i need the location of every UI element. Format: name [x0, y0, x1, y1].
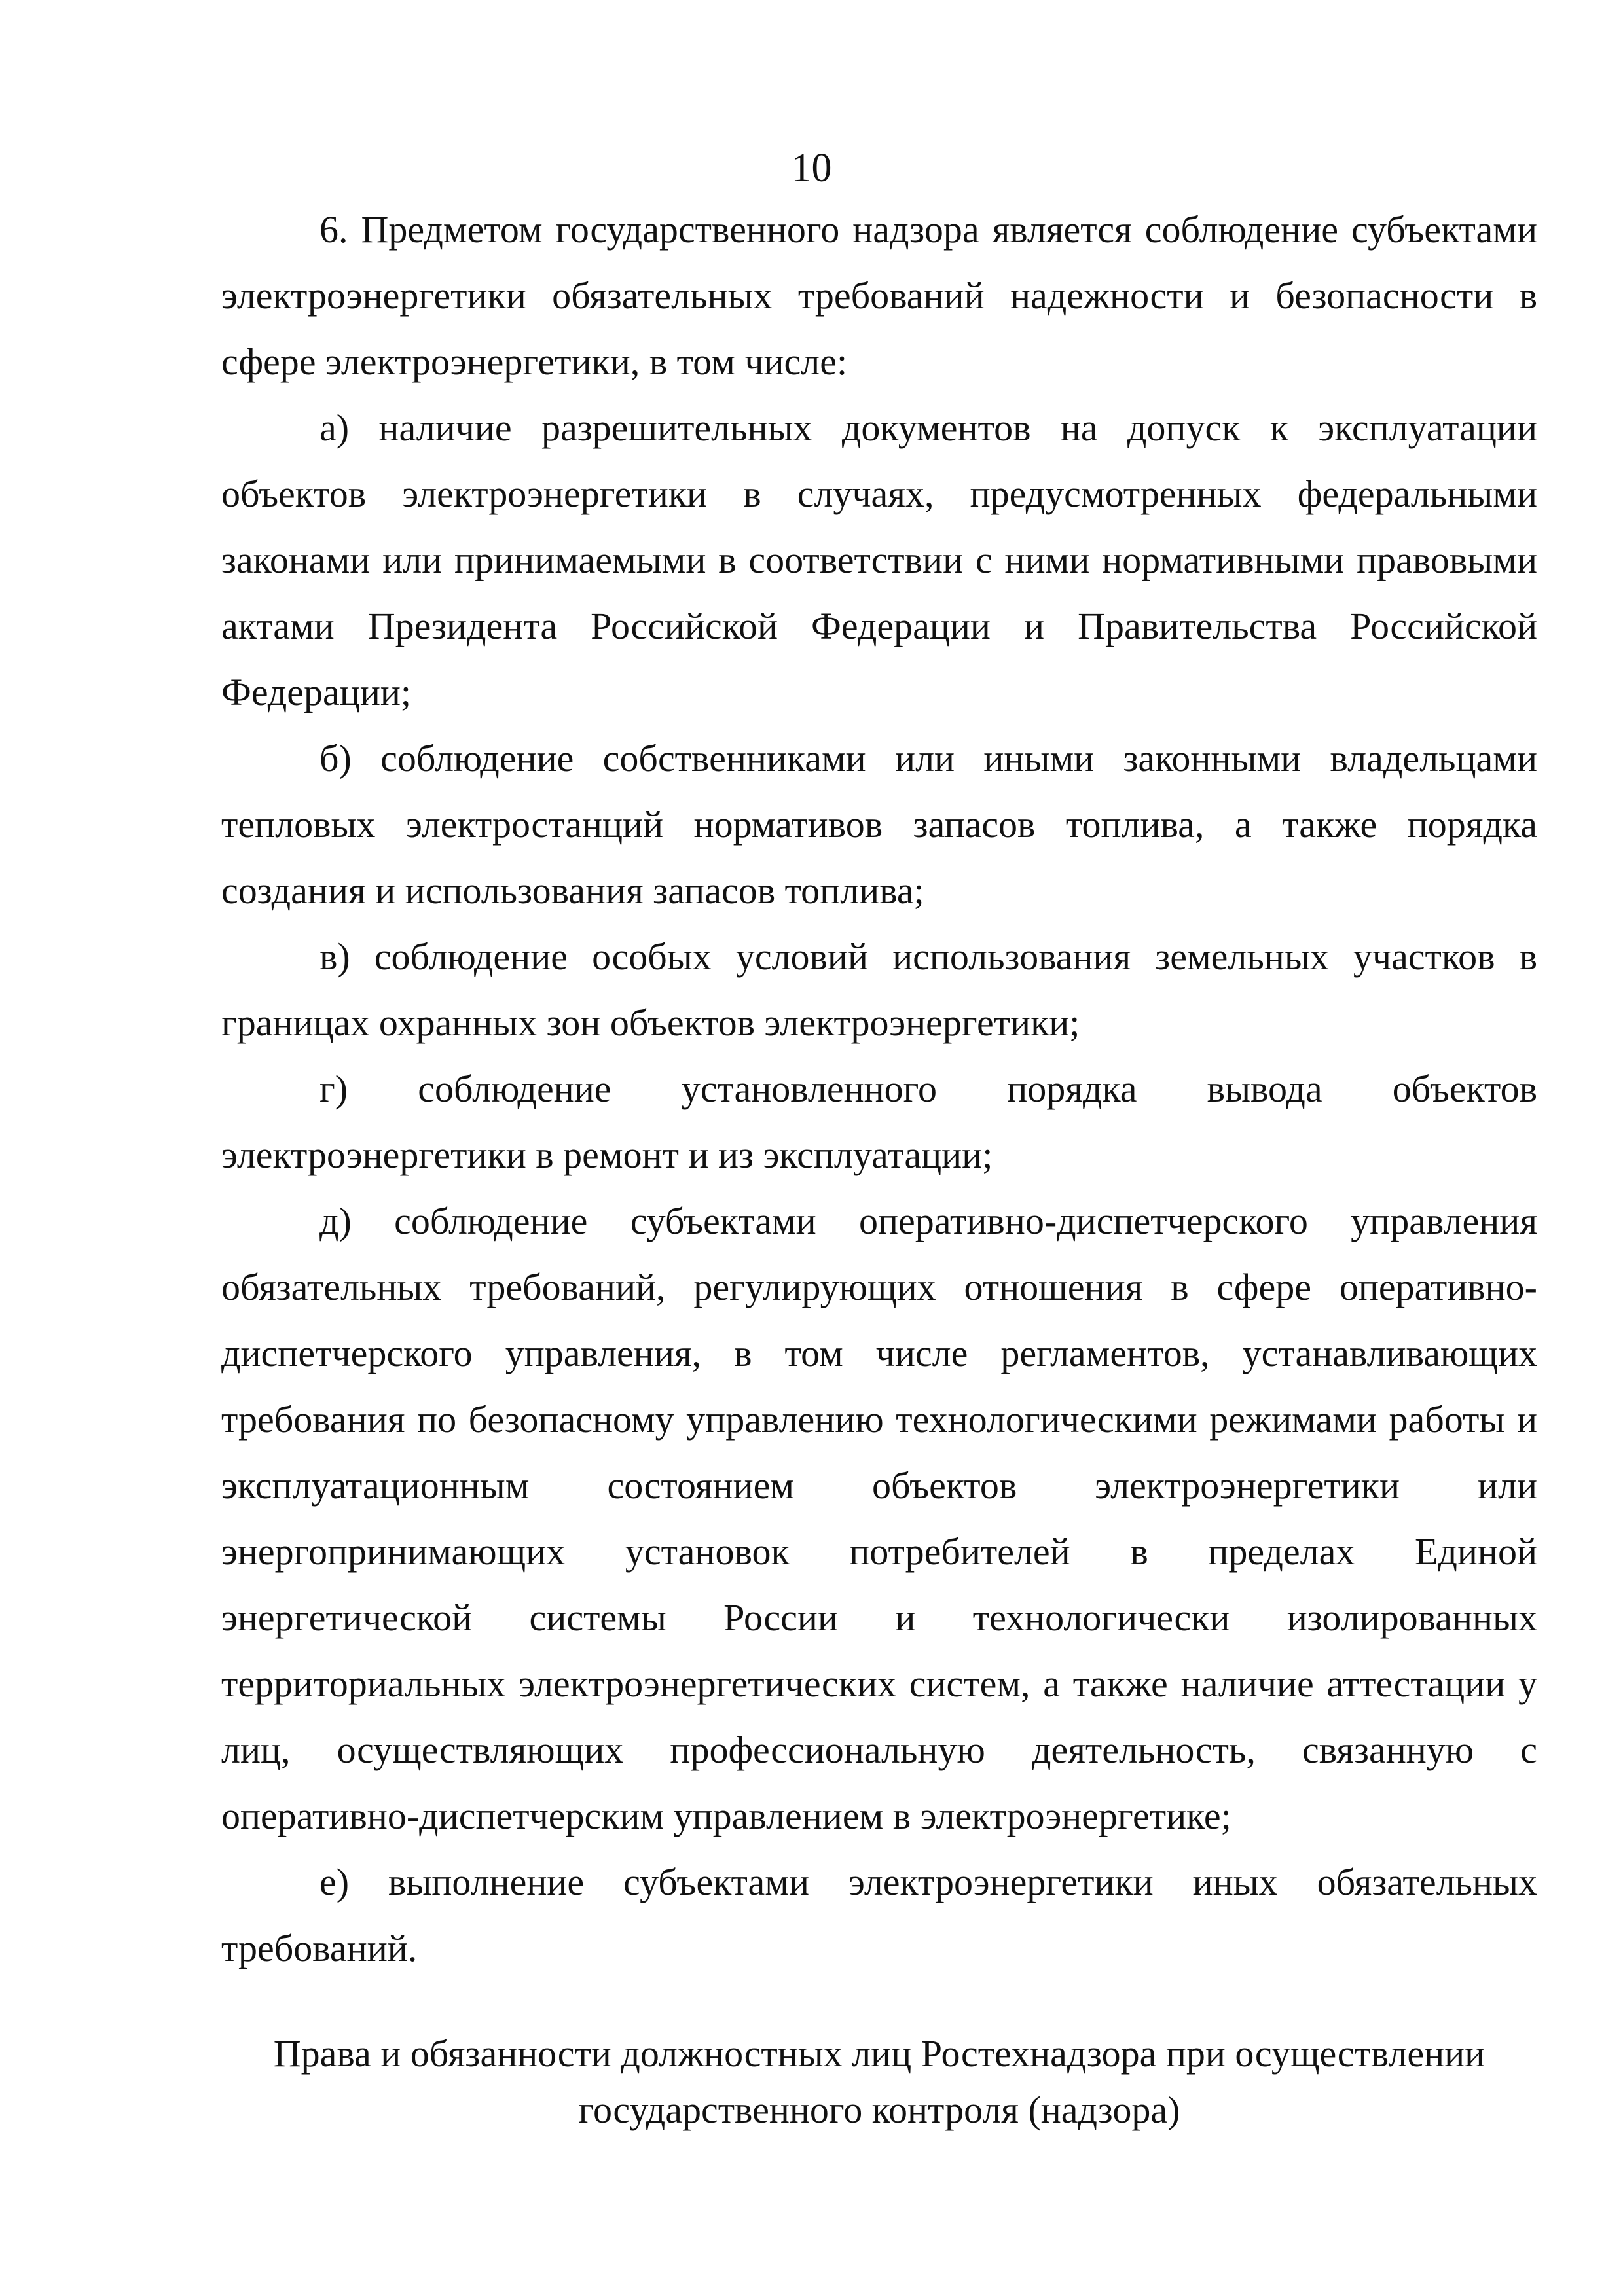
- paragraph-e: е) выполнение субъектами электроэнергетики иных обязательных требований.: [221, 1861, 1537, 1969]
- paragraph-v: в) соблюдение особых условий использования земельных участков в границах охранных зон объектов электроэнергетики;: [221, 935, 1537, 1044]
- paragraph-a: а) наличие разрешительных документов на допуск к эксплуатации объектов электроэнергетики в случаях, предусмотренных федеральными законами или принимаемыми в соответствии с ними нормативными правовыми актами Президента Российской Федерации и Правительства Российской Федерации;: [221, 406, 1537, 713]
- page-number: 10: [791, 146, 832, 190]
- paragraph-b: б) соблюдение собственниками или иными законными владельцами тепловых электростанций нормативов запасов топлива, а также порядка создания и использования запасов топлива;: [221, 737, 1537, 912]
- paragraph-6: 6. Предметом государственного надзора является соблюдение субъектами электроэнергетики обязательных требований надежности и безопасности в сфере электроэнергетики, в том числе:: [221, 208, 1537, 383]
- paragraph-d: д) соблюдение субъектами оперативно-диспетчерского управления обязательных требований, регулирующих отношения в сфере оперативно-диспетчерского управления, в том числе регламентов, устанавливающих требования по безопасному управлению технологическими режимами работы и эксплуатационным состоянием объектов электроэнергетики или энергопринимающих установок потребителей в пределах Единой энергетической системы России и технологически изолированных территориальных электроэнергетических систем, а также наличие аттестации у лиц, осуществляющих профессиональную деятельность, связанную с оперативно-диспетчерским управлением в электроэнергетике;: [221, 1200, 1537, 1837]
- section-heading: [221, 2026, 1537, 2138]
- section-heading-line-1: Права и обязанности должностных лиц Ростехнадзора при осуществлении: [273, 2032, 1486, 2075]
- section-heading-line-2: государственного контроля (надзора): [578, 2089, 1180, 2131]
- document-body: [221, 196, 1537, 1981]
- paragraph-g: г) соблюдение установленного порядка вывода объектов электроэнергетики в ремонт и из эксплуатации;: [221, 1067, 1537, 1176]
